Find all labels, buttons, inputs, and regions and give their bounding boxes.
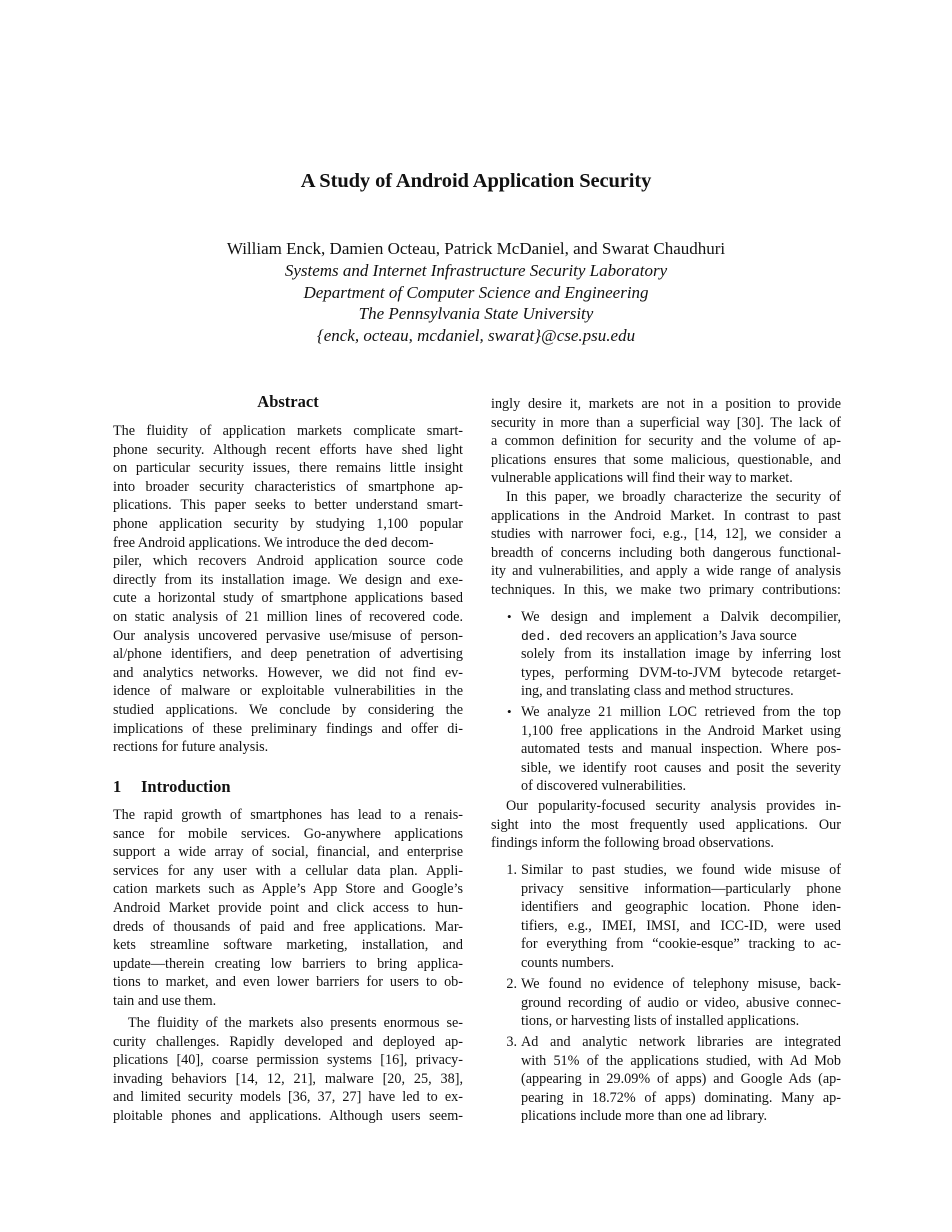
list-number: 2.	[506, 976, 517, 992]
abstract-line: studied applications. We conclude by considering the	[113, 702, 463, 718]
abstract-line-text: decom-	[387, 534, 434, 551]
body-line: plications ensures that some malicious, questionable, and	[491, 451, 841, 468]
bullet-line: solely from its installation image by inferring lost	[521, 646, 841, 663]
bullet-icon: •	[507, 704, 512, 719]
intro-line: sance for mobile services. Go-anywhere applications	[113, 825, 463, 842]
intro-line: dreds of thousands of paid and free applications. Mar-	[113, 918, 463, 935]
observation-line: privacy sensitive information—particularly phone	[521, 880, 841, 897]
intro-line: support a wide array of social, financial, and enterprise	[113, 844, 463, 861]
observation-line: plications include more than one ad library.	[521, 1108, 768, 1125]
intro-line: tain and use them.	[113, 993, 217, 1009]
body-line: ity and vulnerabilities, and apply a wide range of analysis	[491, 563, 841, 580]
body-line: Our popularity-focused security analysis provides in-	[506, 798, 841, 814]
observation-line: for everything from “cookie-esque” tracking to ac-	[521, 936, 841, 953]
ded-code: ded	[559, 628, 583, 644]
body-line: a common definition for security and the volume of ap-	[491, 433, 841, 450]
abstract-line: al/phone identifiers, and deep penetration of advertising	[113, 646, 463, 663]
abstract-line: into broader security characteristics of smartphone ap-	[113, 478, 463, 495]
abstract-line: on particular security issues, there remains little insight	[113, 460, 463, 477]
author-block	[0, 238, 952, 347]
body-line: sight into the most frequently used applications. Our	[491, 816, 841, 833]
abstract-line: and analytics networks. However, we did not find ev-	[113, 664, 463, 681]
observation-line: (appearing in 29.09% of apps) and Google Ads (ap-	[521, 1071, 841, 1088]
abstract-line: idence of malware or exploitable vulnerabilities in the	[113, 683, 463, 700]
ded-code: ded	[364, 535, 388, 551]
observation-line: identifiers and geographic location. Phone iden-	[521, 899, 841, 916]
bullet-line-text: recovers an application’s Java source	[582, 627, 797, 644]
introduction-heading	[113, 777, 231, 797]
bullet-line: We design and implement a Dalvik decompilier,	[521, 609, 841, 625]
observation-line: tifiers, e.g., IMEI, IMSI, and ICC-ID, were used	[521, 917, 841, 934]
intro-line: Android Market provide point and click access to hun-	[113, 900, 463, 916]
abstract-line: directly from its installation image. We design and exe-	[113, 571, 463, 588]
section-number: 1	[113, 777, 122, 796]
intro-line: cation markets such as Apple’s App Store and Google’s	[113, 881, 463, 898]
observation-line: Similar to past studies, we found wide misuse of	[521, 862, 841, 878]
intro-line: curity challenges. Rapidly developed and deployed ap-	[113, 1033, 463, 1050]
bullet-line	[521, 627, 841, 645]
abstract-line: piler, which recovers Android application source code	[113, 553, 463, 570]
bullet-icon: •	[507, 609, 512, 624]
observation-line: counts numbers.	[521, 955, 614, 971]
bullet-line: automated tests and manual inspection. Where pos-	[521, 741, 841, 758]
body-line: ingly desire it, markets are not in a position to provide	[491, 396, 841, 412]
bullet-line: 1,100 free applications in the Android Market using	[521, 722, 841, 739]
body-line: vulnerable applications will find their way to market.	[491, 470, 793, 487]
body-line: applications in the Android Market. In contrast to past	[491, 507, 841, 524]
list-number: 1.	[506, 862, 517, 878]
affiliation-university: The Pennsylvania State University	[358, 304, 594, 324]
observation-line: tions, or harvesting lists of installed applications.	[521, 1013, 800, 1030]
bullet-line: sible, we identify root causes and posit the severity	[521, 759, 841, 776]
intro-line: The rapid growth of smartphones has lead to a renais-	[113, 807, 463, 823]
intro-line: services for any user with a cellular data plan. Appli-	[113, 862, 463, 879]
body-line: breadth of concerns including both dangerous functional-	[491, 544, 841, 561]
abstract-line: cute a horizontal study of smartphone applications based	[113, 590, 463, 607]
intro-line: tions to market, and even lower barriers for users to ob-	[113, 974, 463, 991]
abstract-line: implications of these preliminary findings and offer di-	[113, 720, 463, 737]
list-number: 3.	[506, 1034, 517, 1050]
bullet-line: types, performing DVM-to-JVM bytecode retarget-	[521, 664, 841, 681]
abstract-line: rections for future analysis.	[113, 739, 269, 756]
author-emails: {enck, octeau, mcdaniel, swarat}@cse.psu.edu	[316, 326, 636, 346]
intro-line: and limited security models [36, 37, 27] have led to ex-	[113, 1089, 463, 1106]
body-line: techniques. In this, we make two primary contributions:	[491, 582, 841, 598]
observation-line: ground recording of audio or video, abusive connec-	[521, 994, 841, 1011]
author-names: William Enck, Damien Octeau, Patrick McDaniel, and Swarat Chaudhuri	[226, 239, 726, 258]
abstract-line: phone security. Although recent efforts have shed light	[113, 441, 463, 458]
abstract-line: phone application security by studying 1,100 popular	[113, 516, 463, 532]
intro-line: kets streamline software marketing, installation, and	[113, 937, 463, 954]
abstract-line: plications. This paper seeks to better understand smart-	[113, 497, 463, 514]
intro-line: invading behaviors [14, 12, 21], malware [20, 25, 38],	[113, 1070, 463, 1087]
intro-line: plications [40], coarse permission systems [16], privacy-	[113, 1052, 463, 1069]
body-line: findings inform the following broad observations.	[491, 835, 774, 852]
abstract-line	[113, 534, 463, 552]
ded-code: ded.	[521, 628, 553, 644]
body-line: security in more than a superficial way [30]. The lack of	[491, 414, 841, 431]
body-line: In this paper, we broadly characterize the security of	[506, 489, 841, 505]
observation-line: pearing in 18.72% of apps) dominating. Many ap-	[521, 1089, 841, 1106]
observation-line: with 51% of the applications studied, with Ad Mob	[521, 1052, 841, 1069]
observation-line: Ad and analytic network libraries are integrated	[521, 1034, 841, 1050]
section-title: Introduction	[141, 777, 231, 796]
intro-line: update—therein creating low barriers to bring applica-	[113, 955, 463, 972]
paper-title: A Study of Android Application Security	[300, 170, 652, 192]
abstract-line-text: free Android applications. We introduce the	[113, 534, 365, 551]
affiliation-department: Department of Computer Science and Engineering	[303, 282, 649, 302]
bullet-line: of discovered vulnerabilities.	[521, 778, 687, 795]
body-line: studies with narrower foci, e.g., [14, 12], we consider a	[491, 526, 841, 543]
abstract-line: Our analysis uncovered pervasive use/misuse of person-	[113, 627, 463, 644]
bullet-line: We analyze 21 million LOC retrieved from the top	[521, 704, 841, 720]
intro-line: ploitable phones and applications. Although users seem-	[113, 1108, 463, 1124]
abstract-line: on static analysis of 21 million lines of recovered code.	[113, 609, 463, 625]
affiliation-lab: Systems and Internet Infrastructure Security Laboratory	[284, 260, 668, 280]
abstract-heading: Abstract	[257, 392, 319, 411]
intro-line: The fluidity of the markets also presents enormous se-	[128, 1015, 463, 1031]
abstract-line: The fluidity of application markets complicate smart-	[113, 423, 463, 439]
bullet-line: ing, and translating class and method structures.	[521, 683, 794, 700]
observation-line: We found no evidence of telephony misuse, back-	[521, 976, 841, 992]
